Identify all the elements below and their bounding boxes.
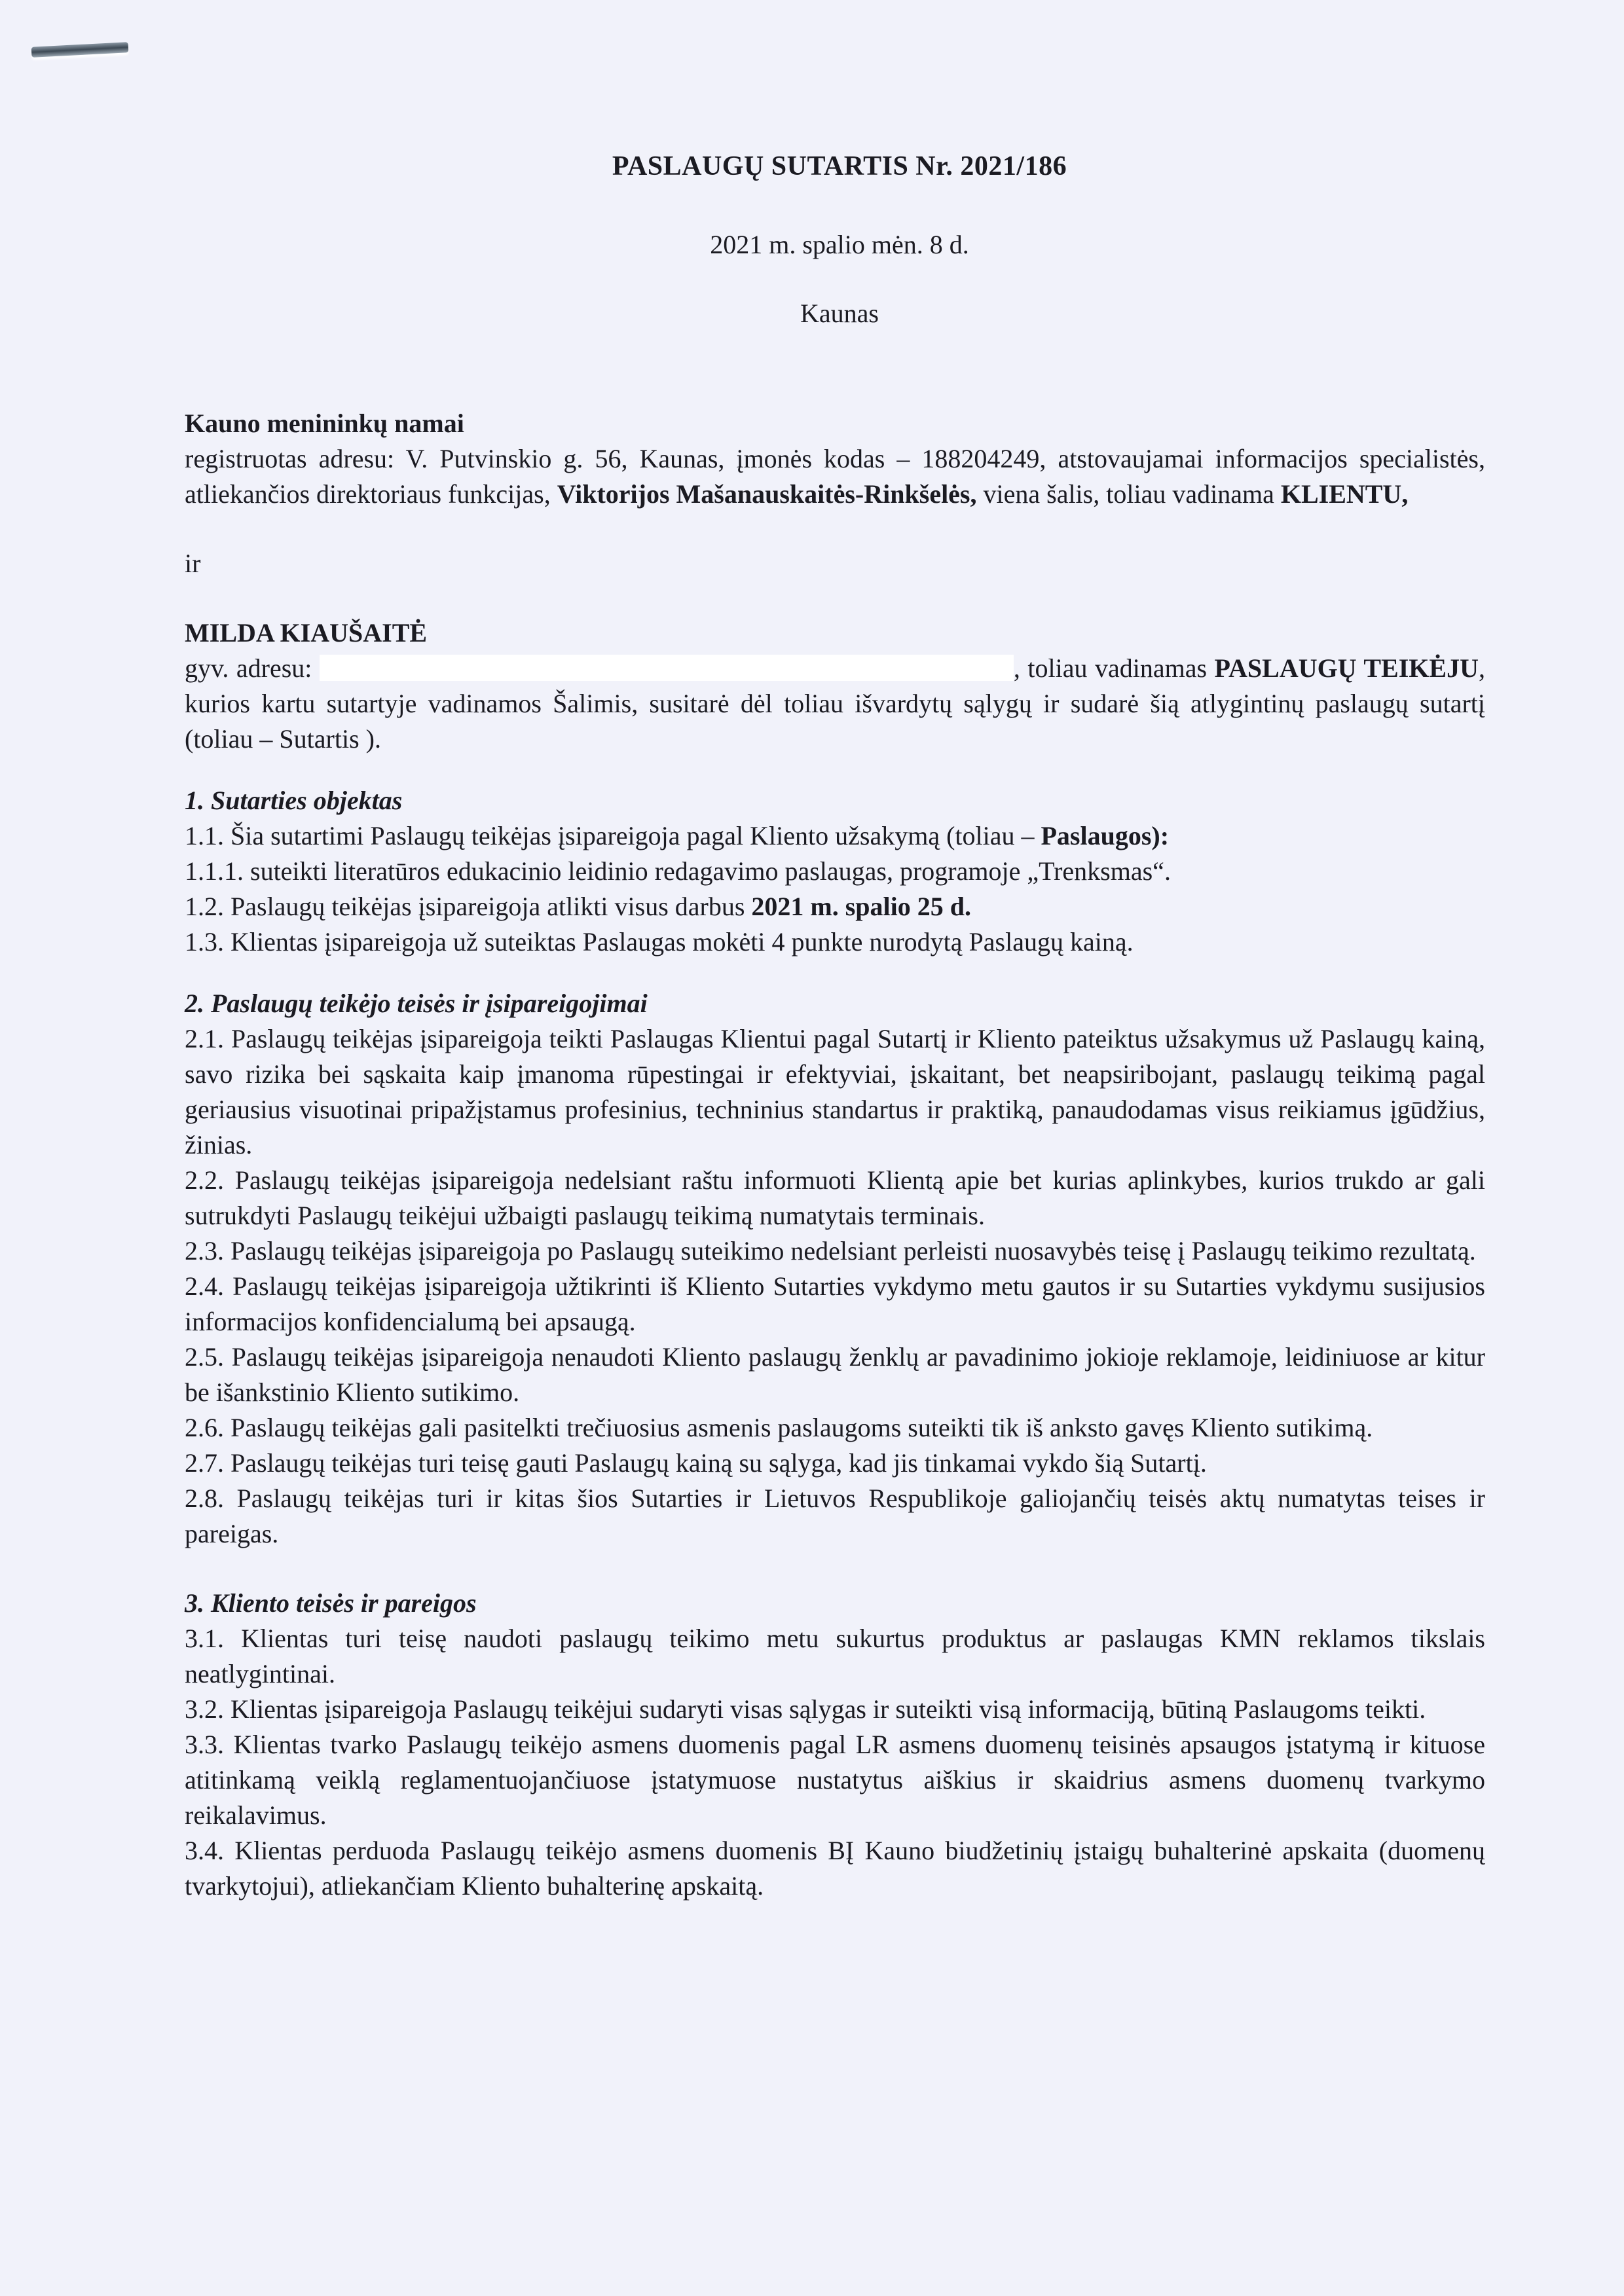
document-title: PASLAUGŲ SUTARTIS Nr. 2021/186 [612, 151, 1067, 181]
section-heading: 2. Paslaugų teikėjo teisės ir įsipareigojimai [185, 989, 648, 1018]
clause: 1.2. Paslaugų teikėjas įsipareigoja atlikti visus darbus 2021 m. spalio 25 d. [185, 892, 972, 921]
section-heading: 3. Kliento teisės ir pareigos [185, 1588, 477, 1618]
clause: 3.2. Klientas įsipareigoja Paslaugų teikėjui sudaryti visas sąlygas ir suteikti visą informaciją, būtiną Paslaugoms teikti. [185, 1694, 1426, 1724]
clause: 2.4. Paslaugų teikėjas įsipareigoja užtikrinti iš Kliento Sutarties vykdymo metu gautos ir su Sutarties vykdymu susijusios informacijos konfidencialumą bei apsaugą. [185, 1271, 1485, 1336]
clause: 3.1. Klientas turi teisę naudoti paslaugų teikimo metu sukurtus produktus ar paslaugas KMN reklamos tikslais neatlygintinai. [185, 1624, 1485, 1688]
client-details [185, 441, 1485, 512]
clause: 3.4. Klientas perduoda Paslaugų teikėjo asmens duomenis BĮ Kauno biudžetinių įstaigų buhalterinė apskaita (duomenų tvarkytojui), atliekančiam Kliento buhalterinę apskaitą. [185, 1836, 1485, 1901]
client-name: Kauno menininkų namai [185, 409, 464, 438]
provider-role: PASLAUGŲ TEIKĖJU [1214, 653, 1479, 683]
section-heading: 1. Sutarties objektas [185, 786, 403, 815]
provider-text-2: , kurios kartu sutartyje vadinamos Šalimis, susitarė dėl toliau išvardytų sąlygų ir sudarė šią atlygintinų paslaugų sutartį (toliau – Sutartis ). [185, 653, 1485, 754]
clause: 1.3. Klientas įsipareigoja už suteiktas Paslaugas mokėti 4 punkte nurodytą Paslaugų kainą. [185, 927, 1134, 957]
client-text: registruotas adresu: V. Putvinskio g. 56, Kaunas, įmonės kodas – 188204249, atstovaujamai informacijos specialistės, atliekančios direktoriaus funkcijas, [185, 444, 1485, 509]
provider-address-label: gyv. adresu: [185, 653, 320, 683]
document-city: Kaunas [800, 299, 879, 328]
client-text-2: viena šalis, toliau vadinama [976, 479, 1281, 509]
clause: 2.6. Paslaugų teikėjas gali pasitelkti trečiuosius asmenis paslaugoms suteikti tik iš anksto gavęs Kliento sutikimą. [185, 1413, 1373, 1442]
redacted-address [320, 655, 1014, 681]
clause: 2.8. Paslaugų teikėjas turi ir kitas šios Sutarties ir Lietuvos Respublikoje galiojančių teisės aktų numatytas teises ir pareigas. [185, 1484, 1485, 1548]
clause: 2.1. Paslaugų teikėjas įsipareigoja teikti Paslaugas Klientui pagal Sutartį ir Kliento pateiktus užsakymus už Paslaugų kainą, savo rizika bei sąskaita kaip įmanoma rūpestingai ir efektyviai, įskaitant, bet neapsiribojant, paslaugų teikimą pagal geriausius visuotinai pripažįstamus profesinius, techninius standartus ir praktiką, panaudodamas visus reikiamus įgūdžius, žinias. [185, 1024, 1485, 1159]
clause: 2.3. Paslaugų teikėjas įsipareigoja po Paslaugų suteikimo nedelsiant perleisti nuosavybės teisę į Paslaugų teikimo rezultatą. [185, 1236, 1476, 1266]
clause: 2.2. Paslaugų teikėjas įsipareigoja nedelsiant raštu informuoti Klientą apie bet kurias aplinkybes, kurios trukdo ar gali sutrukdyti Paslaugų teikėjui užbaigti paslaugų teikimą numatytais terminais. [185, 1165, 1485, 1230]
contract-body [185, 406, 1485, 1904]
client-representative: Viktorijos Mašanauskaitės-Rinkšelės, [557, 479, 977, 509]
provider-name: MILDA KIAUŠAITĖ [185, 618, 428, 647]
clause: 2.7. Paslaugų teikėjas turi teisę gauti Paslaugų kainą su sąlyga, kad jis tinkamai vykdo šią Sutartį. [185, 1448, 1207, 1478]
clause: 1.1.1. suteikti literatūros edukacinio leidinio redagavimo paslaugas, programoje „Trenksmas“. [185, 856, 1171, 886]
document-date: 2021 m. spalio mėn. 8 d. [710, 230, 969, 259]
clause: 3.3. Klientas tvarko Paslaugų teikėjo asmens duomenis pagal LR asmens duomenų teisinės apsaugos įstatymą ir kituose atitinkamą veiklą reglamentuojančiuose įstatymuose nustatytus aiškius ir skaidrius asmens duomenų tvarkymo reikalavimus. [185, 1730, 1485, 1830]
provider-details [185, 651, 1485, 757]
provider-text: , toliau vadinamas [1013, 653, 1215, 683]
conjunction: ir [185, 549, 201, 578]
client-role: KLIENTU, [1280, 479, 1409, 509]
clause: 1.1. Šia sutartimi Paslaugų teikėjas įsipareigoja pagal Kliento užsakymą (toliau – Paslaugos): [185, 821, 1170, 850]
staple-mark [31, 42, 129, 58]
clause: 2.5. Paslaugų teikėjas įsipareigoja nenaudoti Kliento paslaugų ženklų ar pavadinimo jokioje reklamoje, leidiniuose ar kitur be išankstinio Kliento sutikimo. [185, 1342, 1485, 1407]
